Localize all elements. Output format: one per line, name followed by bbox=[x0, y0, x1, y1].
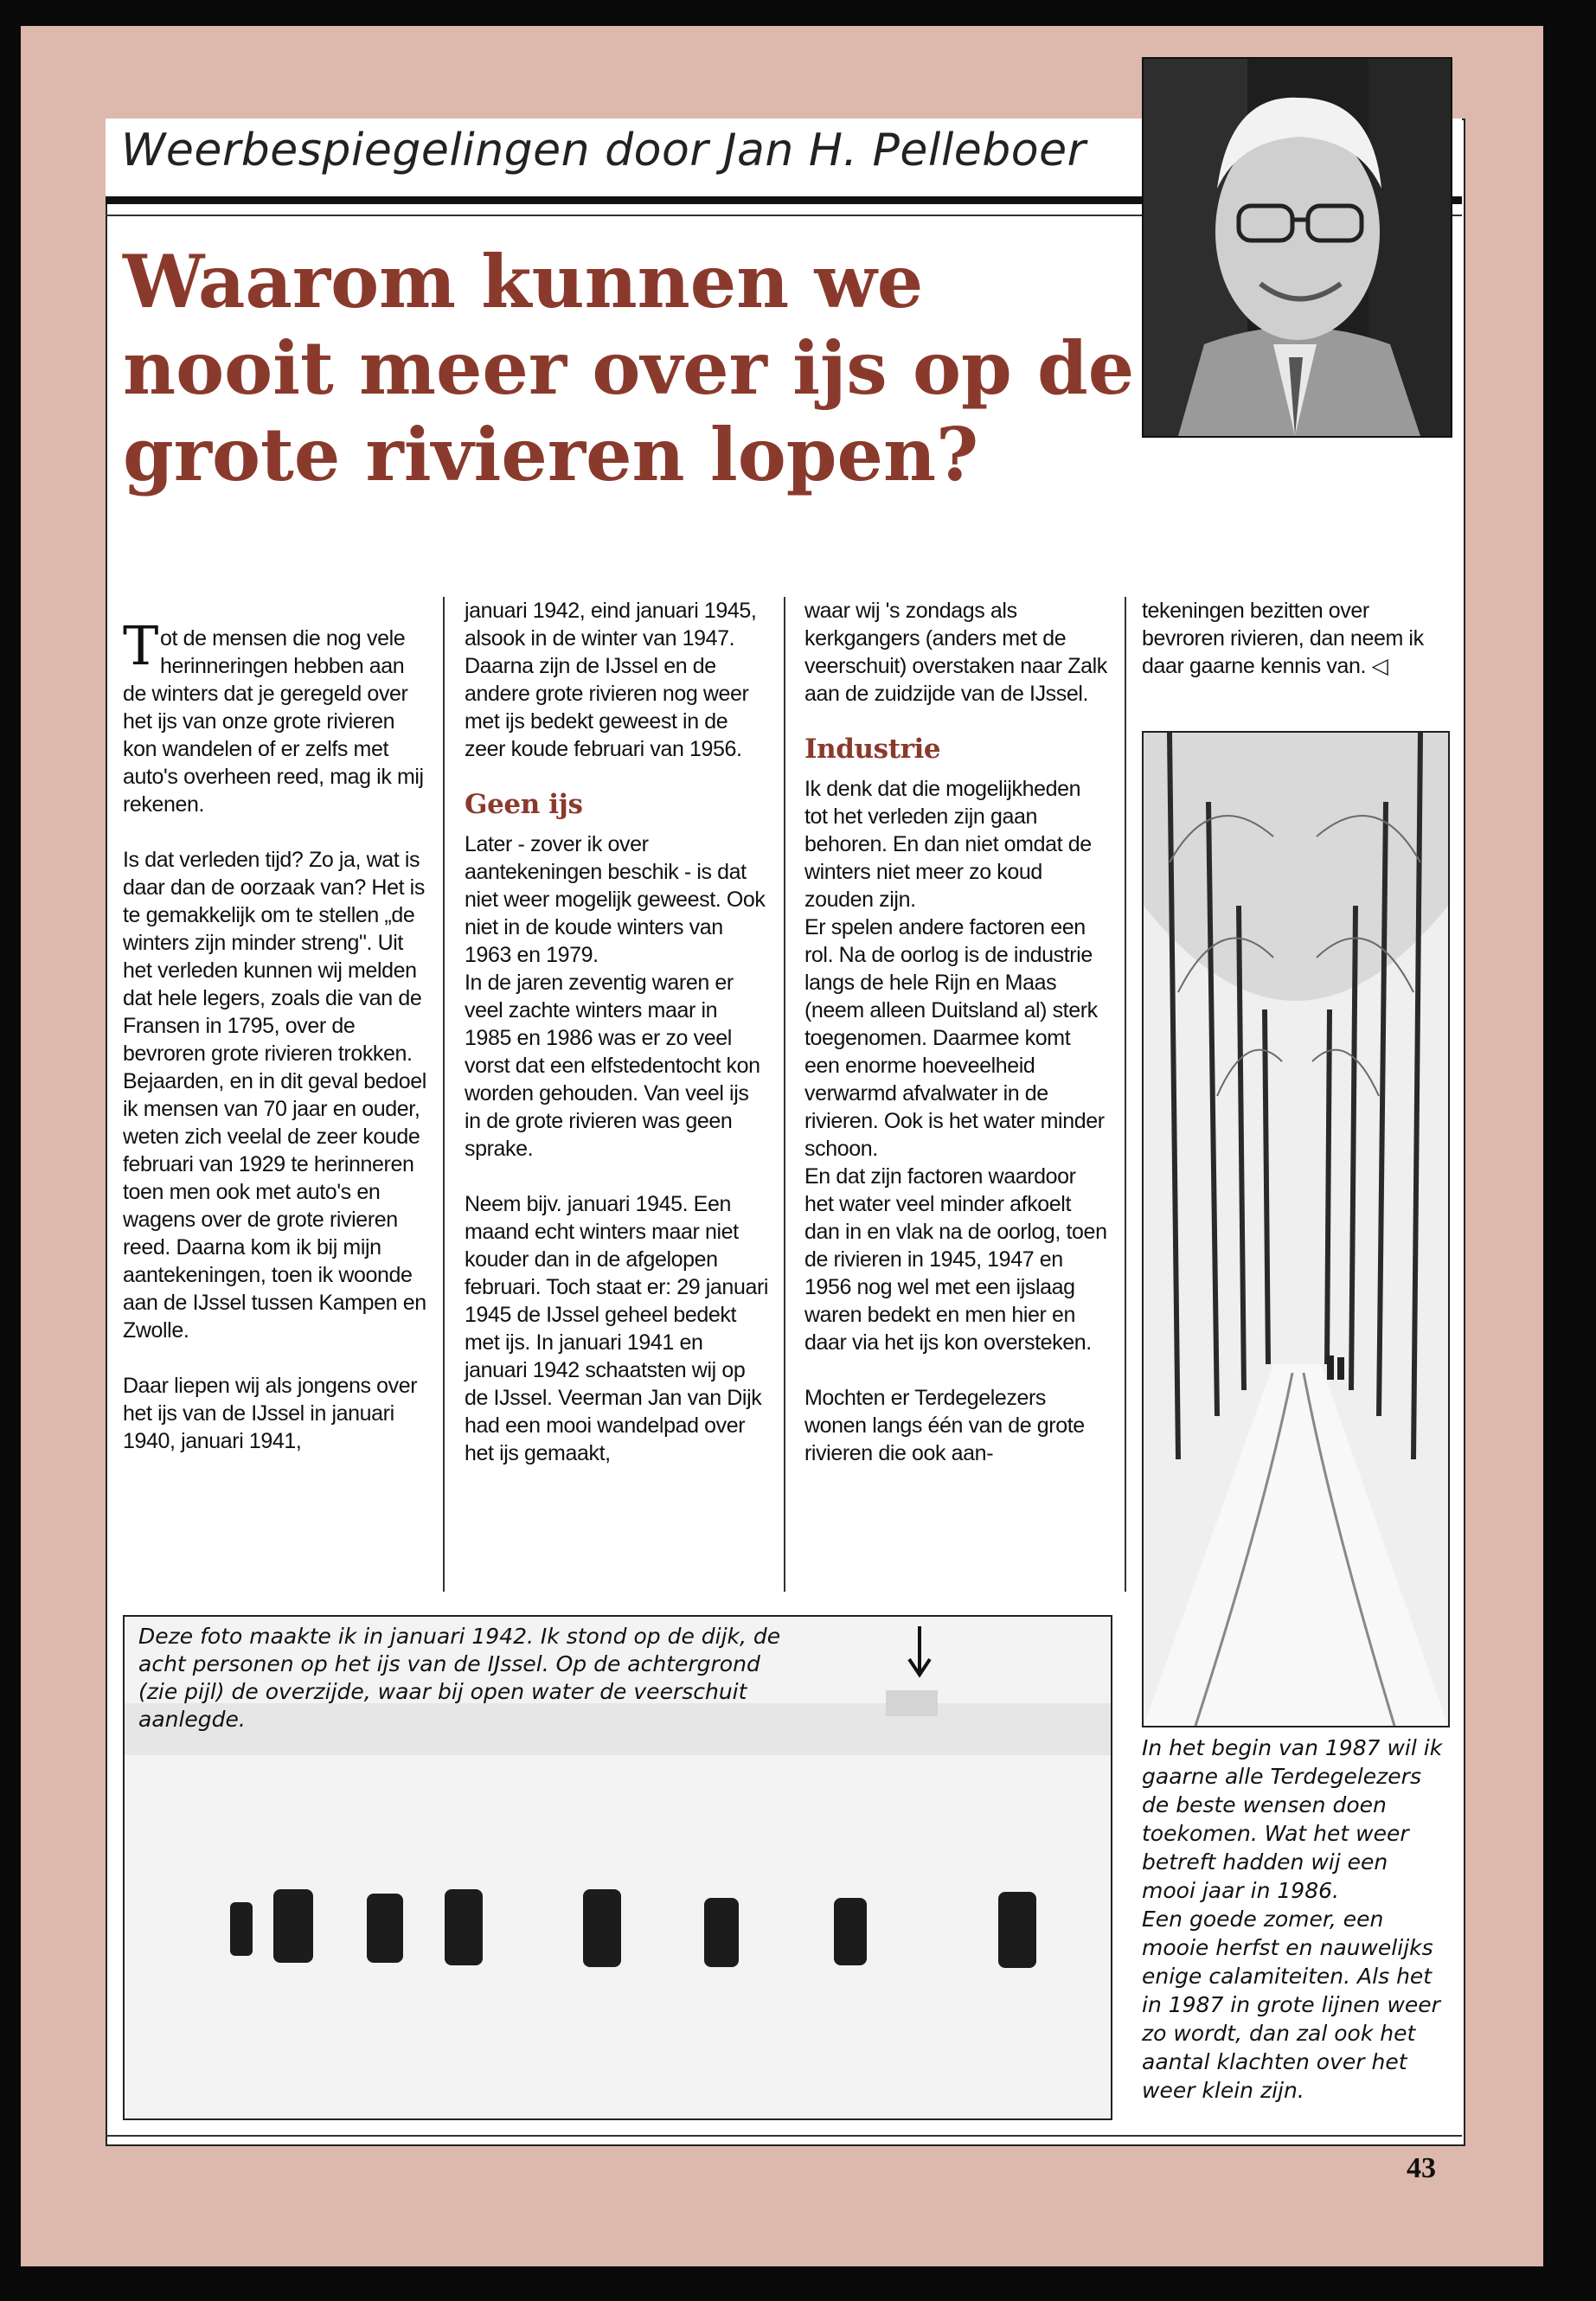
page-number: 43 bbox=[1407, 2152, 1436, 2184]
paragraph: Ik denk dat die mogelijkheden tot het verleden zijn gaan behoren. En dan niet omdat de winters niet meer zo koud zouden zijn. Er spelen andere factoren een rol. Na de oorlog is de industrie langs de hele Rijn en Maas (neem alleen Duitsland al) sterk toegenomen. Daarmee komt een enorme hoeveelheid verwarmd afvalwater in de rivieren. Ook is het water minder schoon. En dat zijn factoren waardoor het water veel minder afkoelt dan in en vlak na de oorlog, toen de rivieren in 1945, 1947 en 1956 nog wel met een ijslaag waren bedekt en men hier en daar via het ijs kon oversteken. bbox=[804, 777, 1107, 1355]
paragraph: waar wij 's zondags als kerkgangers (anders met de veerschuit) overstaken naar Zalk aan de zuidzijde van de IJssel. bbox=[804, 599, 1107, 706]
photo-caption-bottom: Deze foto maakte ik in januari 1942. Ik stond op de dijk, de acht personen op het ijs van de IJssel. Op de achtergrond (zie pijl) de overzijde, waar bij open water de veerschuit aanlegde. bbox=[138, 1624, 781, 1732]
paragraph: Neem bijv. januari 1945. Een maand echt winters maar niet kouder dan in de afgelopen februari. Toch staat er: 29 januari 1945 de IJssel geheel bedekt met ijs. In januari 1941 en januari 1942 schaatsten wij op de IJssel. Veerman Jan van Dijk had een mooi wandelpad over het ijs gemaakt, bbox=[465, 1192, 769, 1465]
footer-rule bbox=[106, 2135, 1462, 2137]
column-divider bbox=[784, 597, 785, 1592]
paragraph: tekeningen bezitten over bevroren rivieren, dan neem ik daar gaarne kennis van. ◁ bbox=[1142, 599, 1424, 678]
paragraph: Is dat verleden tijd? Zo ja, wat is daar dan de oorzaak van? Het is te gemakkelijk om te stellen „de winters zijn minder streng". Uit het verleden kunnen wij melden dat hele legers, zoals die van de Fransen in 1795, over de bevroren grote rivieren trokken. Bejaarden, en in dit geval bedoel ik mensen van 70 jaar en ouder, weten zich veelal de zeer koude februari van 1929 te herinneren toen men ook met auto's en wagens over de grote rivieren reed. Daarna kom ik bij mijn aantekeningen, toen ik woonde aan de IJssel tussen Kampen en Zwolle. bbox=[123, 848, 426, 1343]
paragraph: januari 1942, eind januari 1945, alsook in de winter van 1947. Daarna zijn de IJssel en de andere grote rivieren nog weer met ijs bedekt geweest in de zeer koude februari van 1956. bbox=[465, 599, 757, 761]
author-portrait-photo bbox=[1142, 57, 1452, 438]
paragraph: Daar liepen wij als jongens over het ijs van de IJssel in januari 1940, januari 1941, bbox=[123, 1374, 418, 1453]
column-title: Weerbespiegelingen door Jan H. Pelleboer bbox=[121, 125, 1086, 176]
text-column-1 bbox=[123, 597, 427, 1455]
portrait-illustration bbox=[1144, 59, 1451, 436]
text-column-2 bbox=[465, 597, 769, 1467]
text-column-4 bbox=[1142, 597, 1446, 680]
snowy-avenue-illustration bbox=[1144, 733, 1448, 1726]
paragraph: Mochten er Terdegelezers wonen langs één van de grote rivieren die ook aan- bbox=[804, 1386, 1085, 1465]
snowy-avenue-photo bbox=[1142, 731, 1450, 1727]
paragraph: ot de mensen die nog vele herinneringen hebben aan de winters dat je geregeld over het ijs van onze grote rivieren kon wandelen of er zelfs met auto's overheen reed, mag ik mij rekenen. bbox=[123, 626, 424, 817]
drop-cap: T bbox=[123, 614, 158, 677]
down-arrow-icon bbox=[907, 1626, 933, 1678]
paragraph: Later - zover ik over aantekeningen beschik - is dat niet weer mogelijk geweest. Ook niet in de koude winters van 1963 en 1979. In de jaren zeventig waren er veel zachte winters maar in 1985 en 1986 was er zo veel vorst dat een elfstedentocht kon worden gehouden. Van veel ijs in de grote rivieren was geen sprake. bbox=[465, 832, 766, 1161]
section-heading-industrie: Industrie bbox=[804, 734, 941, 765]
photo-caption-right: In het begin van 1987 wil ik gaarne alle Terdegelezers de beste wensen doen toekomen. Wat het weer betreft hadden wij een mooi jaar in 1986. Een goede zomer, een mooie herfst en nauwelijks enige calamiteiten. Als het in 1987 in grote lijnen weer zo wordt, dan zal ook het aantal klachten over het weer klein zijn. bbox=[1142, 1735, 1443, 2103]
section-heading-geen-ijs: Geen ijs bbox=[465, 789, 583, 820]
column-divider bbox=[443, 597, 445, 1592]
column-divider bbox=[1125, 597, 1126, 1592]
article-headline: Waarom kunnen we nooit meer over ijs op de grote rivieren lopen? bbox=[123, 239, 1135, 497]
text-column-3 bbox=[804, 597, 1109, 1467]
